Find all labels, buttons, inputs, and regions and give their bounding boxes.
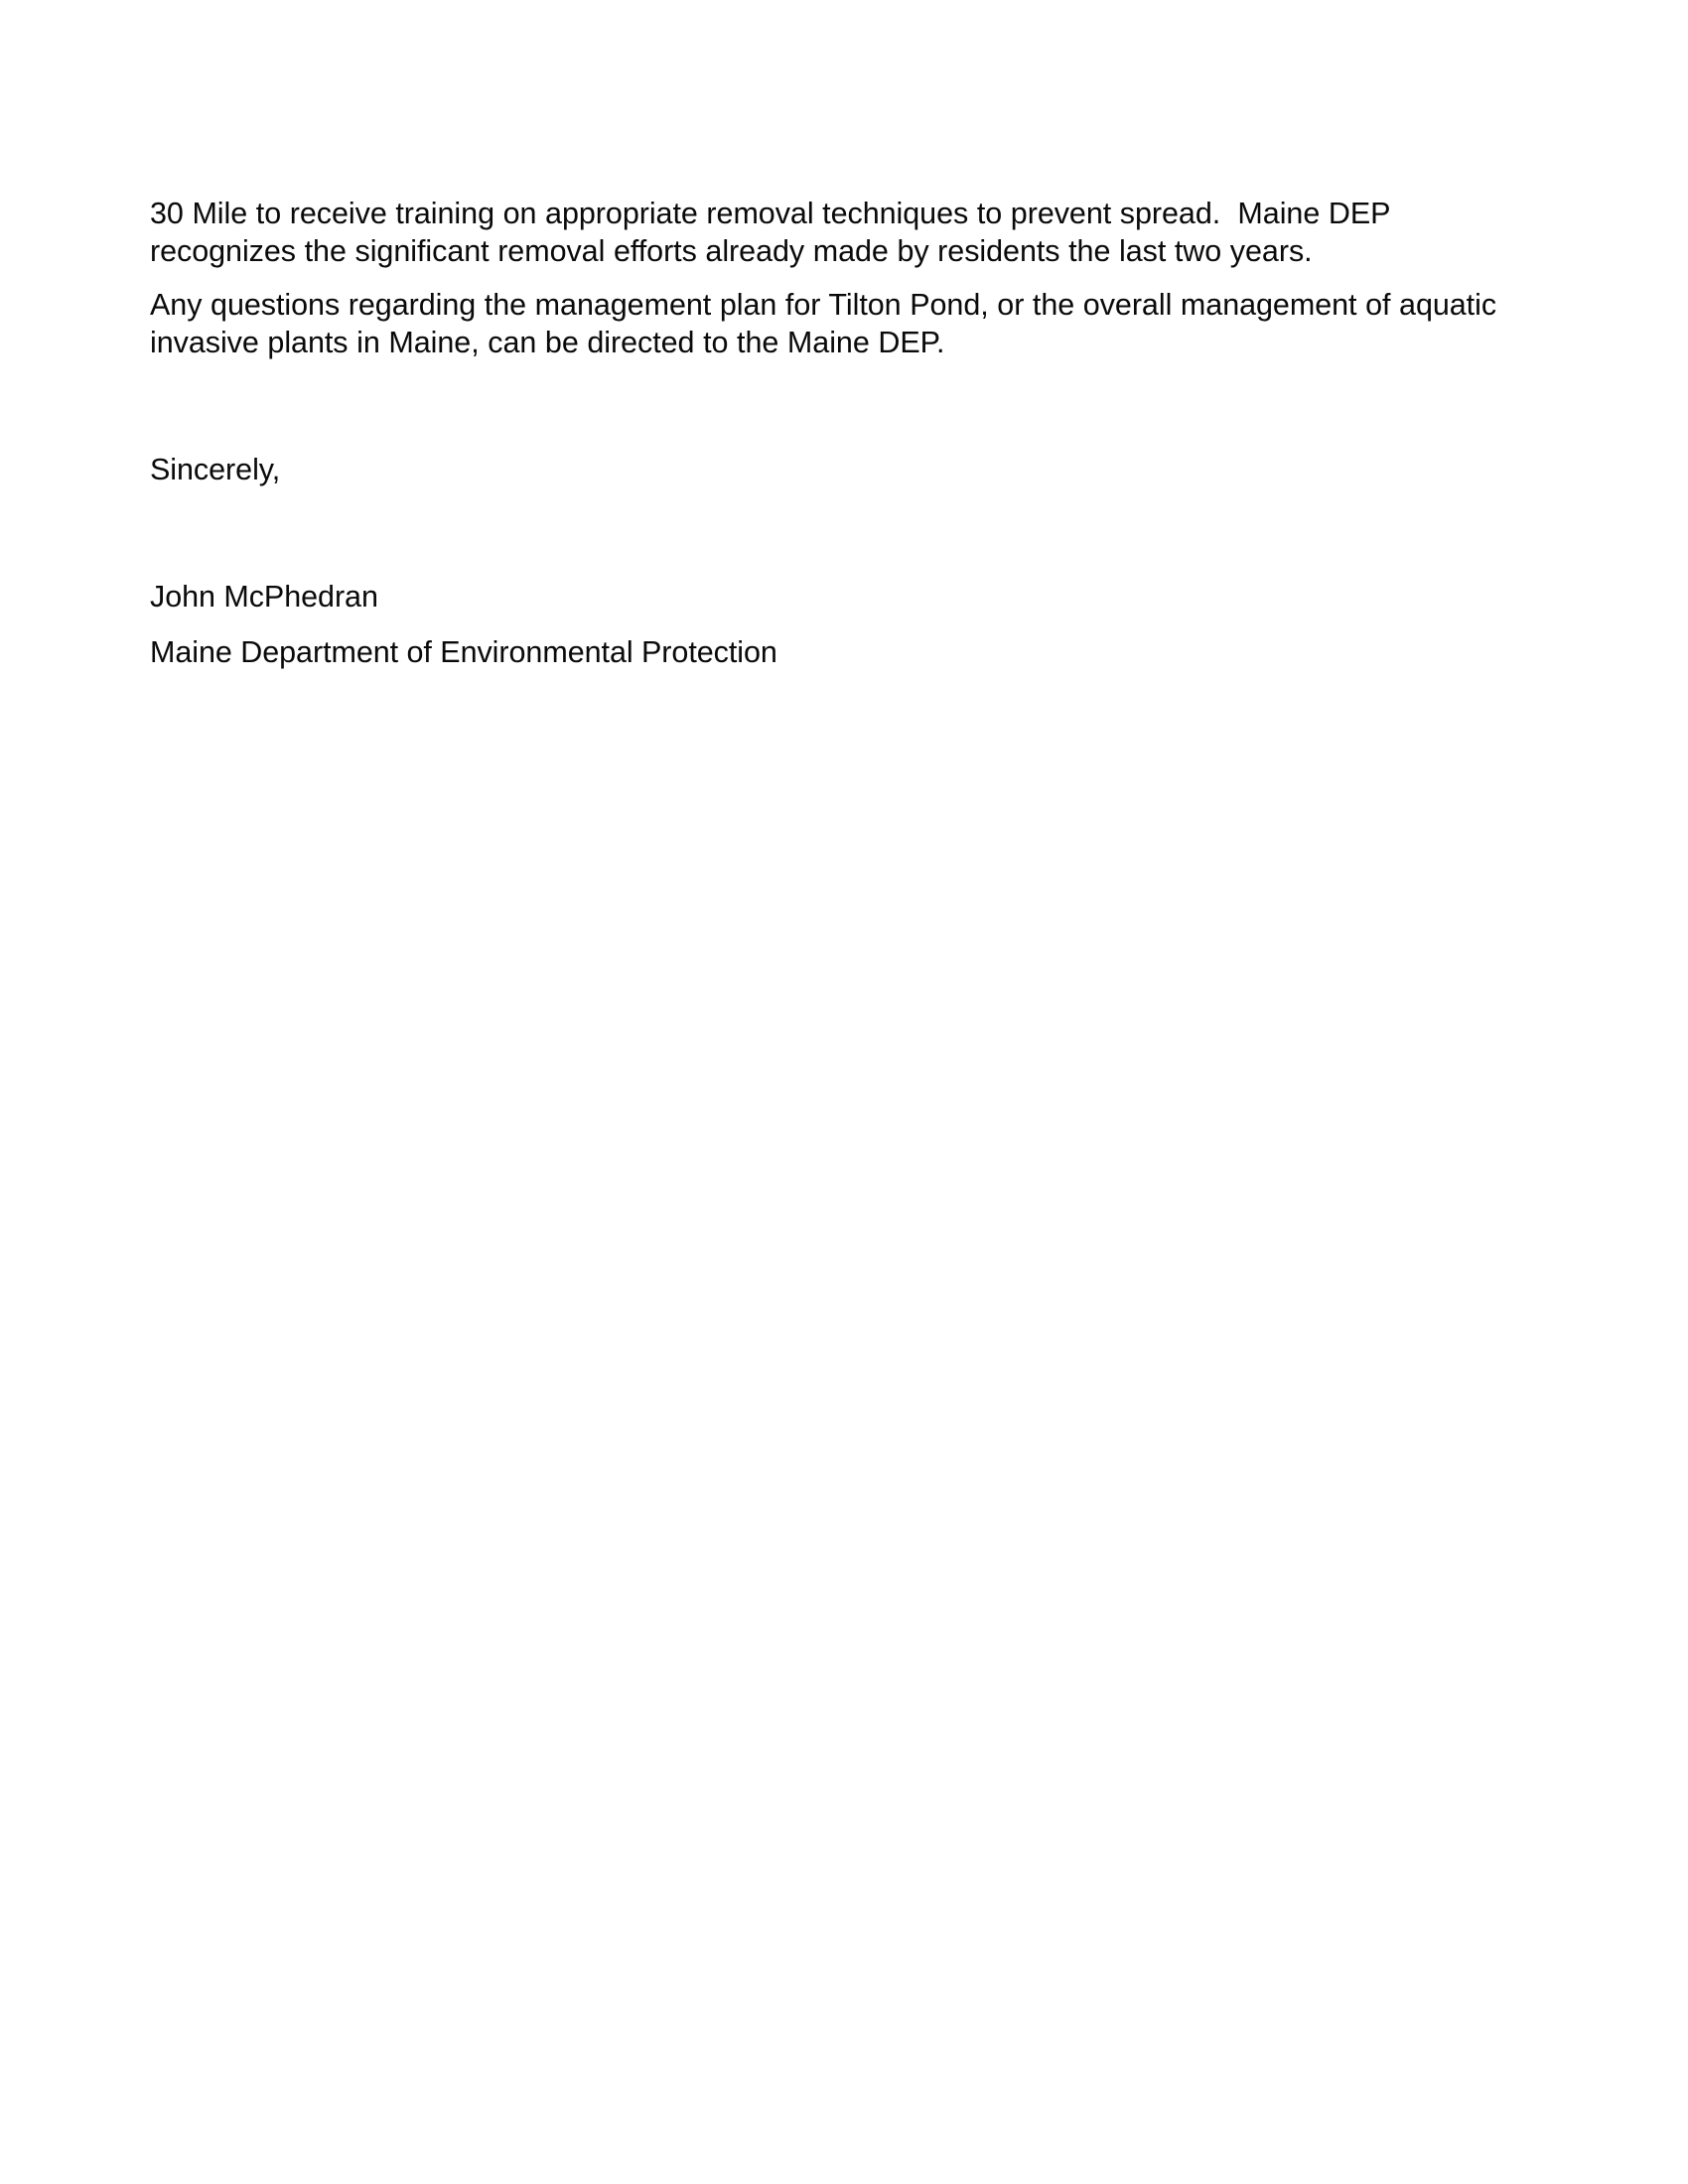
signature-space xyxy=(150,488,1508,578)
body-paragraph-2: Any questions regarding the management plan for Tilton Pond, or the overall management of aquatic invasive plants in Maine, can be directed to the Maine DEP. xyxy=(150,288,1505,359)
letter-body xyxy=(150,195,1508,671)
closing-block xyxy=(150,451,1508,671)
signer-organization: Maine Department of Environmental Protection xyxy=(150,635,777,669)
signer-name: John McPhedran xyxy=(150,580,378,614)
body-paragraph-1: 30 Mile to receive training on appropriate removal techniques to prevent spread. Maine DEP recognizes the significant removal efforts already made by residents the last two years. xyxy=(150,197,1399,268)
closing-salutation: Sincerely, xyxy=(150,453,281,486)
